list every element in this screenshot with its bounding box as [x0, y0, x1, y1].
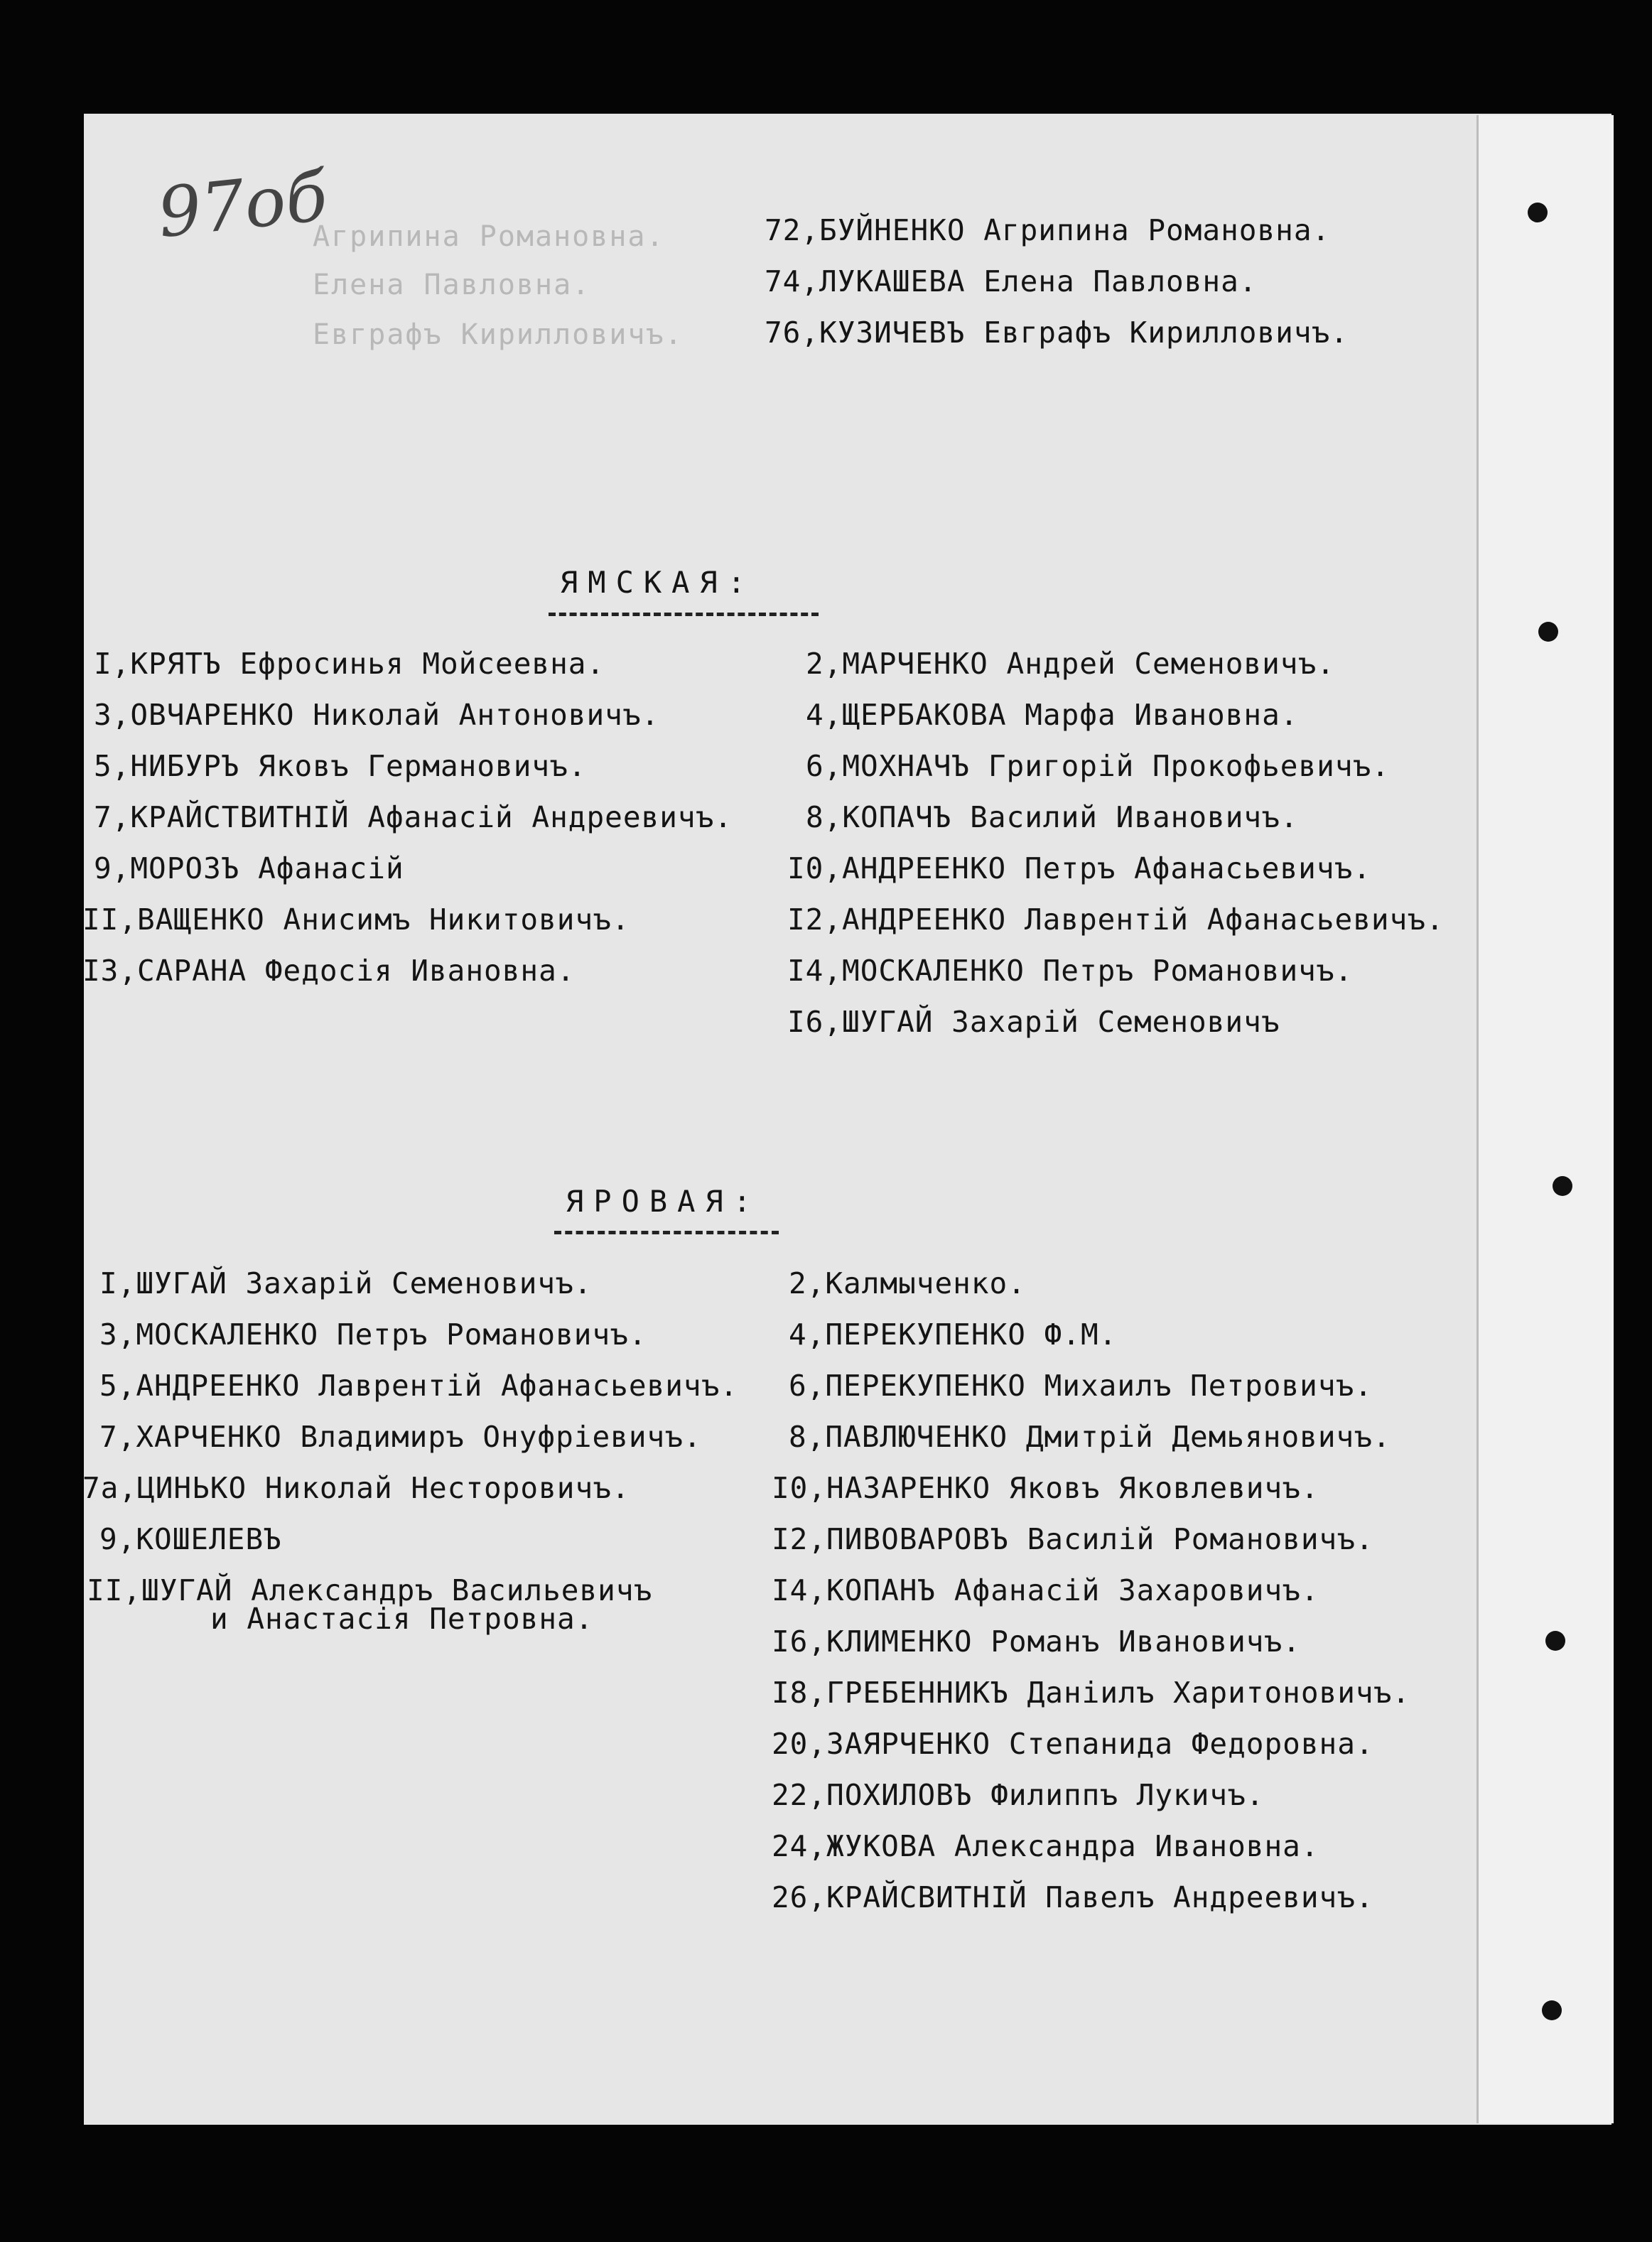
entry-line: 20,ЗАЯРЧЕНКО Степанида Федоровна.	[772, 1727, 1374, 1761]
binding-strip	[1476, 115, 1614, 2123]
entry-line: 26,КРАЙСВИТНІЙ Павелъ Андреевичъ.	[772, 1880, 1374, 1914]
heading-underline	[549, 613, 819, 616]
entry-line: 6,ПЕРЕКУПЕНКО Михаилъ Петровичъ.	[789, 1369, 1373, 1403]
entry-line: 7а,ЦИНЬКО Николай Несторовичъ.	[82, 1471, 630, 1505]
entry-line: I4,КОПАНЪ Афанасій Захаровичъ.	[772, 1573, 1319, 1607]
entry-line: 76,КУЗИЧЕВЪ Евграфъ Кирилловичъ.	[765, 316, 1349, 350]
entry-line: 5,НИБУРЪ Яковъ Германовичъ.	[94, 749, 587, 783]
entry-line: II,ШУГАЙ Александръ Васильевичъ	[87, 1573, 653, 1607]
entry-line: I8,ГРЕБЕННИКЪ Даніилъ Харитоновичъ.	[772, 1676, 1410, 1710]
entry-line: I3,САРАНА Федосія Ивановна.	[82, 954, 576, 988]
entry-line: 2,Калмыченко.	[789, 1266, 1026, 1300]
entry-line: I0,НАЗАРЕНКО Яковъ Яковлевичъ.	[772, 1471, 1319, 1505]
entry-line: 8,КОПАЧЪ Василий Ивановичъ.	[806, 800, 1299, 834]
ghost-line: Агрипина Романовна.	[313, 220, 665, 253]
entry-line: 7,КРАЙСТВИТНІЙ Афанасій Андреевичъ.	[94, 800, 733, 834]
punch-hole	[1528, 203, 1548, 222]
ghost-line: Елена Павловна.	[313, 269, 591, 301]
entry-line: 74,ЛУКАШЕВА Елена Павловна.	[765, 264, 1258, 298]
entry-line: 6,МОХНАЧЪ Григорій Прокофьевичъ.	[806, 749, 1390, 783]
entry-line: I,ШУГАЙ Захарій Семеновичъ.	[99, 1266, 593, 1300]
entry-line: I2,ПИВОВАРОВЪ Василій Романовичъ.	[772, 1522, 1374, 1556]
entry-line: 2,МАРЧЕНКО Андрей Семеновичъ.	[806, 647, 1335, 681]
entry-line: I6,ШУГАЙ Захарій Семеновичъ	[787, 1005, 1280, 1039]
heading-underline	[554, 1231, 779, 1234]
entry-line: 72,БУЙНЕНКО Агрипина Романовна.	[765, 213, 1331, 247]
entry-line: 24,ЖУКОВА Александра Ивановна.	[772, 1829, 1319, 1863]
entry-line: I2,АНДРЕЕНКО Лаврентій Афанасьевичъ.	[787, 902, 1445, 937]
punch-hole	[1542, 2000, 1562, 2020]
entry-line: 8,ПАВЛЮЧЕНКО Дмитрій Демьяновичъ.	[789, 1420, 1391, 1454]
entry-line: I4,МОСКАЛЕНКО Петръ Романовичъ.	[787, 954, 1354, 988]
entry-line: 4,ЩЕРБАКОВА Марфа Ивановна.	[806, 698, 1299, 732]
entry-line: II,ВАЩЕНКО Анисимъ Никитовичъ.	[82, 902, 630, 937]
punch-hole	[1538, 622, 1558, 642]
folio-number: 97об	[153, 156, 331, 254]
entry-line: 4,ПЕРЕКУПЕНКО Ф.М.	[789, 1317, 1118, 1352]
entry-line: 22,ПОХИЛОВЪ Филиппъ Лукичъ.	[772, 1778, 1265, 1812]
entry-line: 7,ХАРЧЕНКО Владимиръ Онуфріевичъ.	[99, 1420, 702, 1454]
entry-line: I,КРЯТЪ Ефросинья Мойсеевна.	[94, 647, 605, 681]
punch-hole	[1553, 1176, 1572, 1196]
section-heading: ЯРОВАЯ:	[566, 1184, 762, 1219]
document-page	[84, 114, 1611, 2125]
entry-line: 3,ОВЧАРЕНКО Николай Антоновичъ.	[94, 698, 660, 732]
entry-line: 9,КОШЕЛЕВЪ	[99, 1522, 282, 1556]
entry-line: 9,МОРОЗЪ Афанасій	[94, 851, 404, 885]
entry-line: 5,АНДРЕЕНКО Лаврентій Афанасьевичъ.	[99, 1369, 738, 1403]
entry-line: I6,КЛИМЕНКО Романъ Ивановичъ.	[772, 1624, 1301, 1659]
punch-hole	[1545, 1631, 1565, 1651]
entry-line-continuation: и Анастасія Петровна.	[210, 1602, 594, 1636]
ghost-line: Евграфъ Кирилловичъ.	[313, 318, 684, 351]
section-heading: ЯМСКАЯ:	[560, 565, 756, 600]
entry-line: 3,МОСКАЛЕНКО Петръ Романовичъ.	[99, 1317, 647, 1352]
entry-line: I0,АНДРЕЕНКО Петръ Афанасьевичъ.	[787, 851, 1371, 885]
